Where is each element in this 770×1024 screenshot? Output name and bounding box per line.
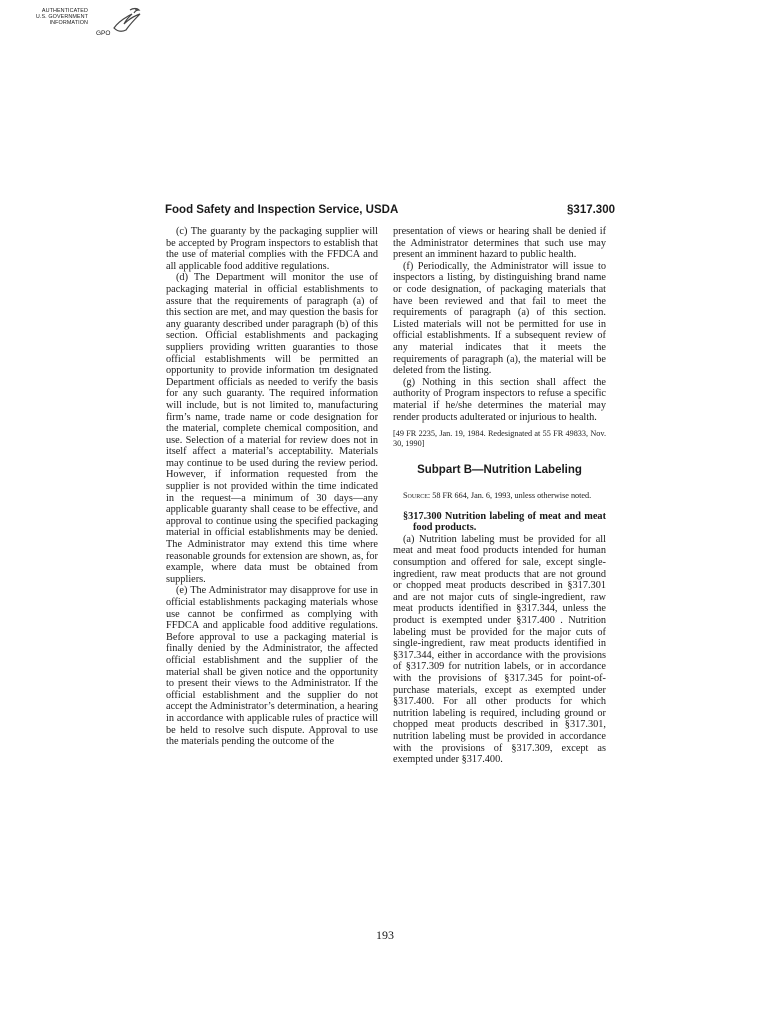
eagle-icon [110,4,142,36]
logo-gpo: GPO [96,30,111,37]
running-head [165,204,615,220]
gpo-authentication-logo [26,4,144,44]
paragraph-d: (d) The Department will monitor the use of packaging material in official establishments to assure that the requirements of paragraph (a) of this section are met, and may question the basis for any guaranty described under paragraph (b) of this section. Official establishments and packaging suppliers providing written guaranties to those official establishments will be permitted an opportunity to provide information tm designated Department officials as needed to verify the basis for any such guaranty. The required information will include, but is not limited to, manufacturing firm’s name, trade name or code designation for the material, complete chemical composition, and use. Selection of a material for review does not in itself affect a material’s acceptability. Materials may continue to be used during the review period. However, if information requested from the supplier is not provided within the time indicated in the request—a minimum of 30 days—any applicable guaranty shall cease to be effective, and approval to continue using the specified packaging material in official establishments may be denied. The Administrator may extend this time where reasonable grounds for extension are shown, as, for example, where data must be obtained from suppliers. [166,272,378,585]
source-text: 58 FR 664, Jan. 6, 1993, unless otherwise noted. [430,490,592,500]
logo-line-2: U.S. GOVERNMENT [35,14,88,20]
logo-line-1: AUTHENTICATED [41,8,88,14]
paragraph-e: (e) The Administrator may disapprove for use in official establishments packaging materials whose use cannot be confirmed as complying with FFDCA and applicable food additive regulations. Before approval to use a packaging material is finally denied by the Administrator, the affected official establishment and the supplier of the material shall be given notice and the opportunity to present their views to the Administrator. If the official establishment and the supplier do not accept the Administrator’s determination, a hearing in accordance with applicable rules of practice will be held to resolve such dispute. Approval to use the materials pending the outcome of the [166,585,378,748]
paragraph-f: (f) Periodically, the Administrator will issue to inspectors a listing, by distinguishing brand name or code designation, of packaging materials that have been reviewed and that fail to meet the requirements of paragraph (a) of this section. Listed materials will not be permitted for use in official establishments. If a subsequent review of any material indicates that it meets the requirements of paragraph (a), the material will be deleted from the listing. [393,260,606,377]
continuation-text: presentation of views or hearing shall be denied if the Administrator determines that such use may present an imminent hazard to public health. [393,226,606,261]
page-number: 193 [376,928,394,942]
agency-title: Food Safety and Inspection Service, USDA [165,204,399,216]
paragraph-c: (c) The guaranty by the packaging supplier will be accepted by Program inspectors to establish that the use of material complies with the FFDCA and all applicable food additive regulations. [166,226,378,272]
citation-note: [49 FR 2235, Jan. 19, 1984. Redesignated at 55 FR 49833, Nov. 30, 1990] [393,429,606,449]
source-label: Source: [403,490,431,500]
logo-text [26,8,88,26]
section-number: §317.300 [567,204,615,216]
source-note [393,491,606,501]
paragraph-a: (a) Nutrition labeling must be provided for all meat and meat food products intended for human consumption and offered for sale, except single-ingredient, raw meat products that are not ground or chopped meat products described in §317.301 and are not major cuts of single-ingredient, raw meat products identified in §317.344, unless the product is exempted under §317.400 . Nutrition labeling must be provided for the major cuts of single-ingredient, raw meat products identified in §317.344, either in accordance with the provisions of §317.309 for nutrition labels, or in accordance with the provisions of §317.345 for point-of-purchase materials, except as exempted under §317.400. For all other products for which nutrition labeling is required, including ground or chopped meat products described in §317.301, nutrition labeling must be provided in accordance with the provisions of §317.309, except as exempted under §317.400. [393,533,606,766]
section-heading: §317.300 Nutrition labeling of meat and meat food products. [403,510,606,534]
paragraph-g: (g) Nothing in this section shall affect the authority of Program inspectors to refuse a specific material if he/she determines the material may render products adulterated or injurious to health. [393,376,606,423]
left-column [166,226,378,748]
subpart-heading: Subpart B—Nutrition Labeling [417,464,582,477]
right-column [393,226,606,766]
logo-line-3: INFORMATION [49,20,88,26]
